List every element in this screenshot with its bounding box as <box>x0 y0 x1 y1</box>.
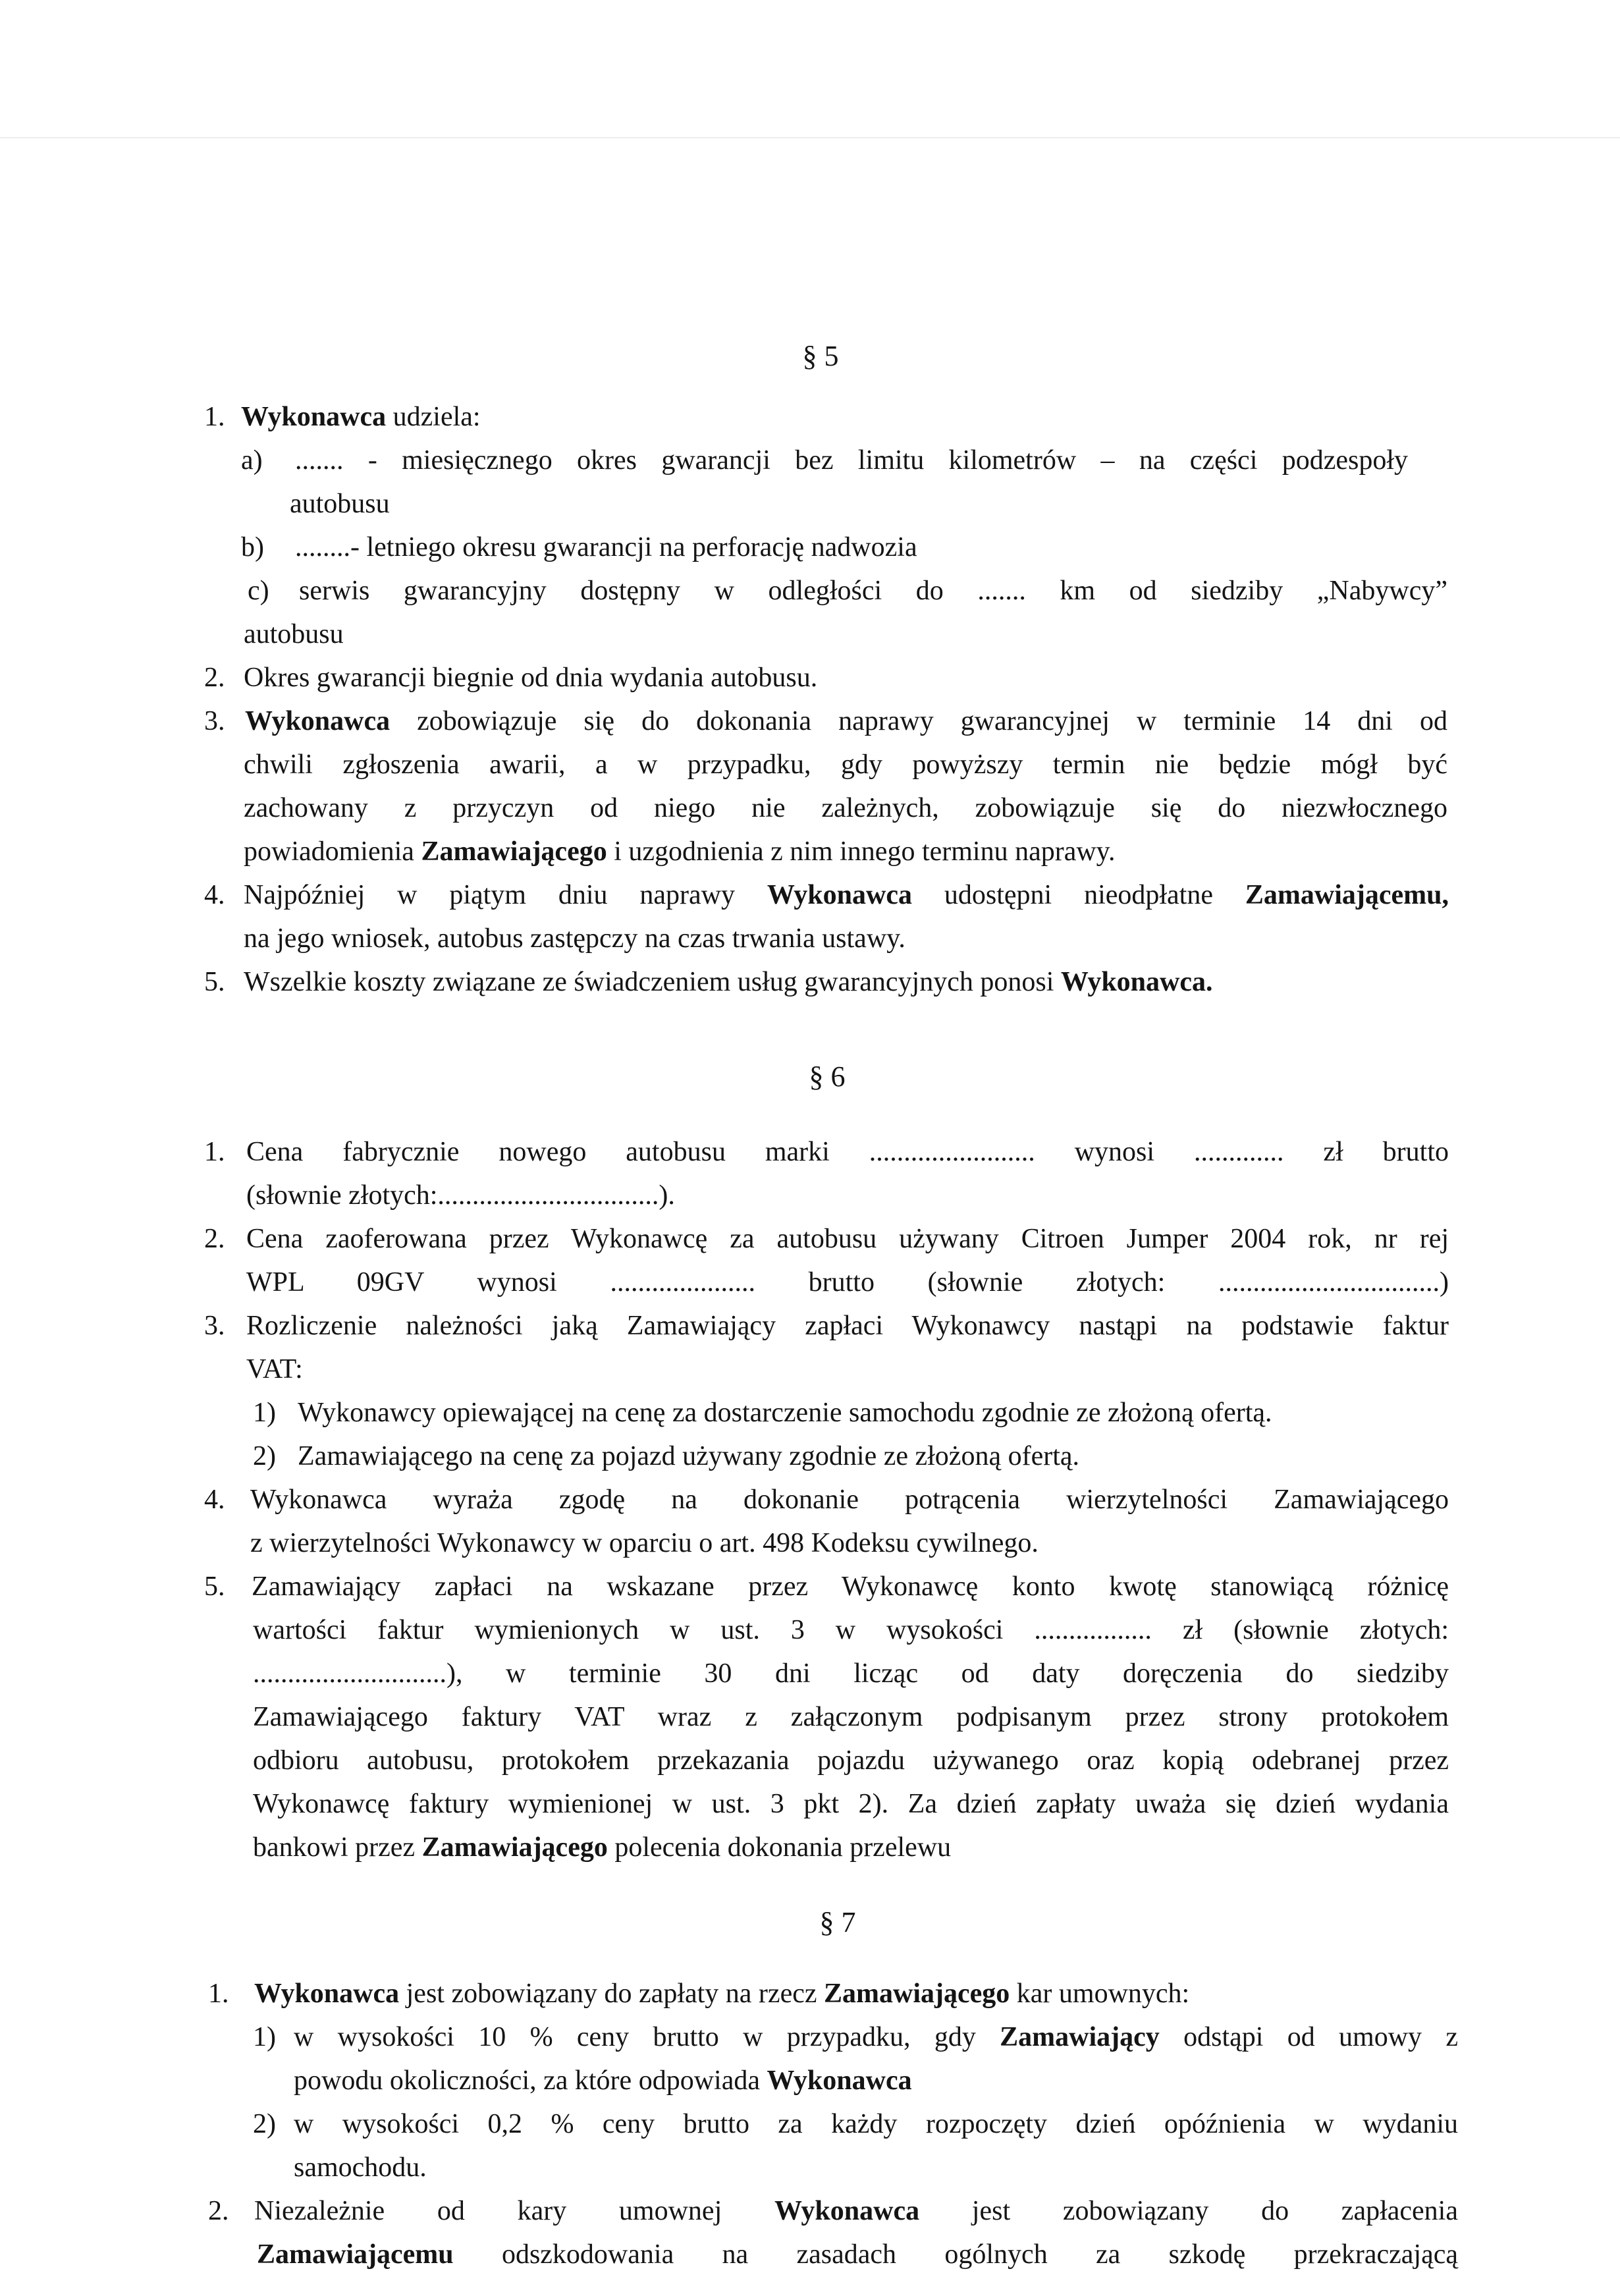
item-text-cont: (słownie złotych:................................). <box>246 1180 675 1211</box>
subitem-text: w wysokości 0,2 % ceny brutto za każdy rozpoczęty dzień opóźnienia w wydaniu <box>294 2109 1458 2139</box>
item-text-cont: chwili zgłoszenia awarii, a w przypadku, gdy powyższy termin nie będzie mógł być <box>244 750 1447 780</box>
item-text: Okres gwarancji biegnie od dnia wydania autobusu. <box>244 663 818 693</box>
subitem-text: ....... - miesięcznego okres gwarancji bez limitu kilometrów – na części podzespoły <box>295 445 1408 476</box>
subitem-number: 1) <box>253 2022 276 2052</box>
subitem-number: 2) <box>253 2109 276 2139</box>
item-text: Wykonawca udziela: <box>241 402 481 432</box>
item-text-cont: powiadomienia Zamawiającego i uzgodnienia z nim innego terminu naprawy. <box>244 836 1116 867</box>
item-text-cont: odbioru autobusu, protokołem przekazania pojazdu używanego oraz kopią odebranej przez <box>253 1745 1449 1776</box>
item-text-cont: ............................), w terminie 30 dni licząc od daty doręczenia do siedziby <box>253 1658 1449 1689</box>
section-heading-6: § 6 <box>809 1060 846 1093</box>
subitem-text: Zamawiającego na cenę za pojazd używany zgodnie ze złożoną ofertą. <box>298 1441 1080 1471</box>
item-number: 2. <box>204 663 225 693</box>
subitem-text-cont: autobusu <box>244 619 344 649</box>
item-text: Niezależnie od kary umownej Wykonawca jest zobowiązany do zapłacenia <box>254 2196 1458 2226</box>
item-text: Wykonawca wyraża zgodę na dokonanie potrącenia wierzytelności Zamawiającego <box>250 1485 1449 1515</box>
subitem-text: serwis gwarancyjny dostępny w odległości do ....... km od siedziby „Nabywcy” <box>299 576 1447 606</box>
item-text-cont: Zamawiającego faktury VAT wraz z załączonym podpisanym przez strony protokołem <box>253 1702 1449 1732</box>
subitem-letter: a) <box>241 445 263 476</box>
item-number: 3. <box>204 706 225 736</box>
section-heading-7: § 7 <box>819 1906 856 1938</box>
item-text-cont: na jego wniosek, autobus zastępczy na czas trwania ustawy. <box>244 923 905 954</box>
item-number: 4. <box>204 1485 225 1515</box>
item-text-cont: WPL 09GV wynosi ..................... brutto (słownie złotych: ................................) <box>246 1267 1449 1298</box>
item-number: 1. <box>204 1137 225 1167</box>
subitem-text: ........- letniego okresu gwarancji na perforację nadwozia <box>295 532 917 562</box>
item-text: Cena zaoferowana przez Wykonawcę za autobusu używany Citroen Jumper 2004 rok, nr rej <box>246 1224 1449 1254</box>
item-text-cont: wartości faktur wymienionych w ust. 3 w wysokości ................. zł (słownie złotych: <box>253 1615 1449 1645</box>
item-text-cont: Wykonawcę faktury wymienionej w ust. 3 pkt 2). Za dzień zapłaty uważa się dzień wydania <box>253 1789 1449 1819</box>
item-text-cont: zachowany z przyczyn od niego nie zależnych, zobowiązuje się do niezwłocznego <box>244 793 1447 823</box>
item-text: Wykonawca zobowiązuje się do dokonania naprawy gwarancyjnej w terminie 14 dni od <box>245 706 1447 736</box>
item-text: Zamawiający zapłaci na wskazane przez Wykonawcę konto kwotę stanowiącą różnicę <box>252 1572 1449 1602</box>
subitem-text-cont: powodu okoliczności, za które odpowiada Wykonawca <box>294 2065 912 2096</box>
item-number: 3. <box>204 1311 225 1341</box>
item-text-cont: bankowi przez Zamawiającego polecenia dokonania przelewu <box>253 1832 952 1863</box>
subitem-text: w wysokości 10 % ceny brutto w przypadku, gdy Zamawiający odstąpi od umowy z <box>294 2022 1459 2052</box>
item-text-cont: z wierzytelności Wykonawcy w oparciu o art. 498 Kodeksu cywilnego. <box>250 1528 1039 1558</box>
item-text: Rozliczenie należności jaką Zamawiający zapłaci Wykonawcy nastąpi na podstawie faktur <box>246 1311 1449 1341</box>
item-text: Wykonawca jest zobowiązany do zapłaty na rzecz Zamawiającego kar umownych: <box>254 1979 1190 2009</box>
subitem-text: Wykonawcy opiewającej na cenę za dostarczenie samochodu zgodnie ze złożoną ofertą. <box>298 1398 1272 1428</box>
item-number: 5. <box>204 967 225 997</box>
subitem-number: 1) <box>253 1398 276 1428</box>
item-number: 2. <box>204 1224 225 1254</box>
item-number: 5. <box>204 1572 225 1602</box>
item-number: 2. <box>208 2196 229 2226</box>
item-text-cont: Zamawiającemu odszkodowania na zasadach ogólnych za szkodę przekraczającą <box>257 2239 1458 2270</box>
subitem-letter: c) <box>248 576 269 606</box>
item-number: 1. <box>204 402 225 432</box>
item-number: 4. <box>204 880 225 910</box>
subitem-text-cont: autobusu <box>290 489 390 519</box>
subitem-number: 2) <box>253 1441 276 1471</box>
subitem-text-cont: samochodu. <box>294 2152 427 2183</box>
item-text: Wszelkie koszty związane ze świadczeniem usług gwarancyjnych ponosi Wykonawca. <box>244 967 1213 997</box>
item-text: Cena fabrycznie nowego autobusu marki ........................ wynosi ............. zł brutto <box>246 1137 1449 1167</box>
scan-edge-line <box>0 137 1620 138</box>
item-number: 1. <box>208 1979 229 2009</box>
item-text-cont: VAT: <box>246 1354 303 1384</box>
section-heading-5: § 5 <box>802 340 839 372</box>
item-text: Najpóźniej w piątym dniu naprawy Wykonawca udostępni nieodpłatne Zamawiającemu, <box>244 880 1449 910</box>
subitem-letter: b) <box>241 532 264 562</box>
